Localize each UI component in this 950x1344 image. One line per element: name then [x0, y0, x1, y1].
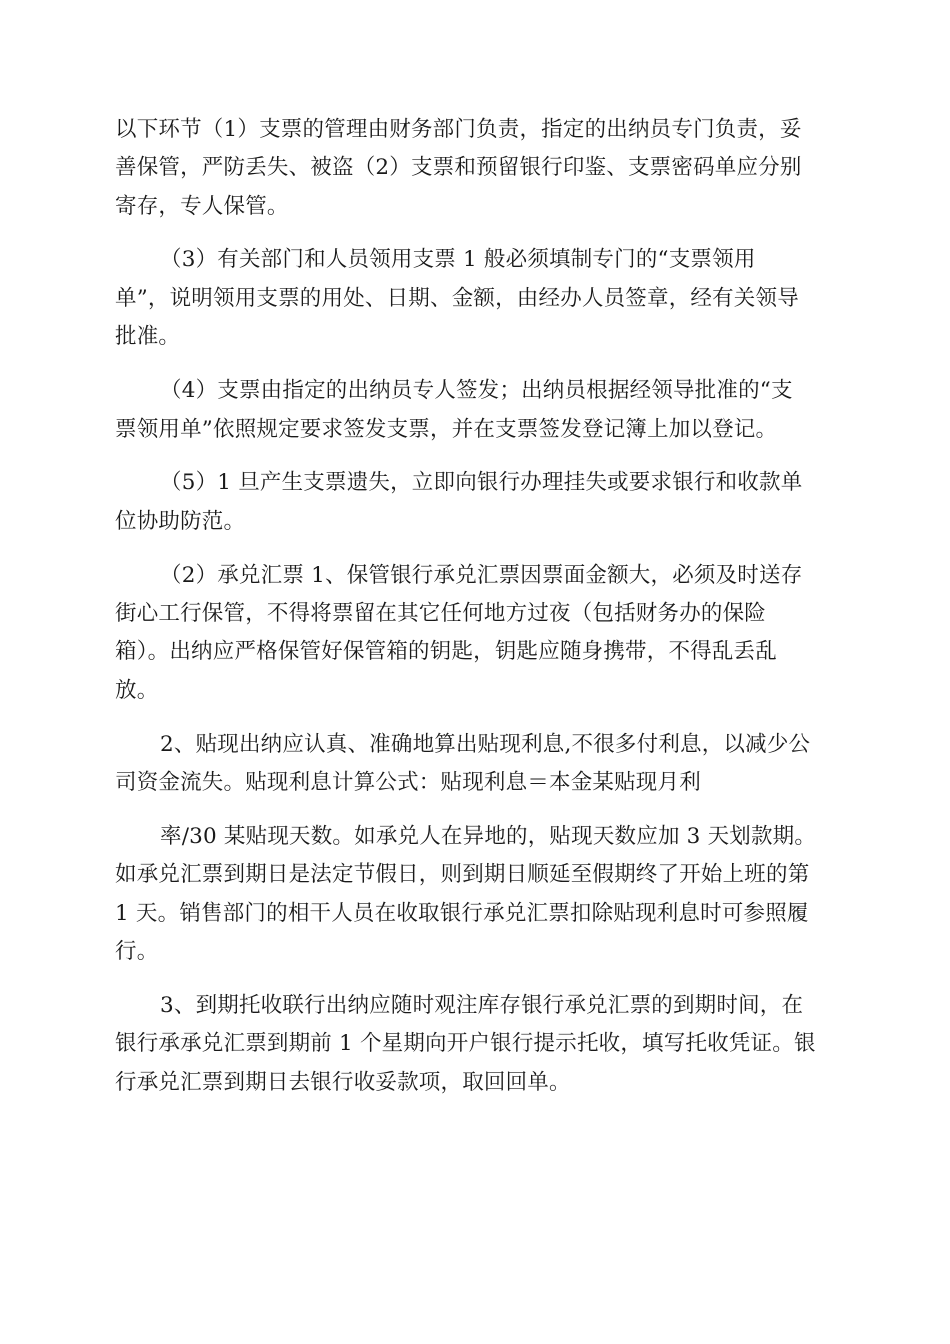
text-line: 箱）。出纳应严格保管好保管箱的钥匙，钥匙应随身携带，不得乱丢乱 [115, 639, 777, 664]
text-line: （2）承兑汇票 1、保管银行承兑汇票因票面金额大，必须及时送存 [160, 563, 803, 588]
text-line: 行。 [115, 939, 159, 964]
text-line: （5）1 旦产生支票遗失，立即向银行办理挂失或要求银行和收款单 [160, 470, 803, 495]
text-line: 街心工行保管，不得将票留在其它任何地方过夜（包括财务办的保险 [115, 601, 767, 626]
text-line: 票领用单”依照规定要求签发支票，并在支票签发登记簿上加以登记。 [115, 417, 778, 442]
text-line: 以下环节（1）支票的管理由财务部门负责，指定的出纳员专门负责，妥 [115, 117, 802, 142]
text-line: 放。 [115, 678, 159, 703]
text-line: （3）有关部门和人员领用支票 1 般必须填制专门的“支票领用 [160, 247, 756, 272]
text-line: 批准。 [115, 324, 181, 349]
text-line: 2、贴现出纳应认真、准确地算出贴现利息,不很多付利息，以减少公 [160, 732, 811, 757]
text-line: （4）支票由指定的出纳员专人签发；出纳员根据经领导批准的“支 [160, 378, 793, 403]
text-line: 位协助防范。 [115, 509, 246, 534]
text-line: 率/30 某贴现天数。如承兑人在异地的，贴现天数应加 3 天划款期。 [160, 824, 817, 849]
text-line: 寄存，专人保管。 [115, 194, 289, 219]
text-line: 单”，说明领用支票的用处、日期、金额，由经办人员签章，经有关领导 [115, 286, 799, 311]
text-line: 司资金流失。贴现利息计算公式：贴现利息＝本金某贴现月利 [115, 770, 701, 795]
text-line: 银行承承兑汇票到期前 1 个星期向开户银行提示托收，填写托收凭证。银 [115, 1031, 816, 1056]
text-line: 行承兑汇票到期日去银行收妥款项，取回回单。 [115, 1070, 571, 1095]
text-line: 1 天。销售部门的相干人员在收取银行承兑汇票扣除贴现利息时可参照履 [115, 901, 809, 926]
text-line: 如承兑汇票到期日是法定节假日，则到期日顺延至假期终了开始上班的第 [115, 862, 810, 887]
text-line: 3、到期托收联行出纳应随时观注库存银行承兑汇票的到期时间，在 [160, 993, 804, 1018]
text-line: 善保管，严防丢失、被盗（2）支票和预留银行印鉴、支票密码单应分别 [115, 155, 802, 180]
